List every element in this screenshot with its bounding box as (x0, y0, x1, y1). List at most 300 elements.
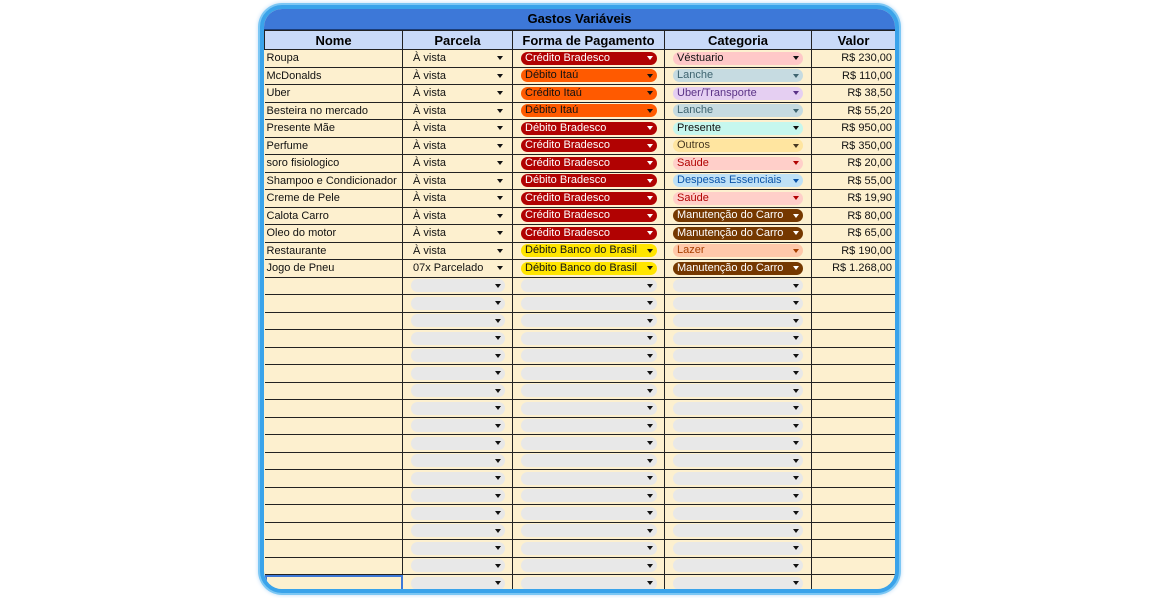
dropdown-chip[interactable] (521, 419, 657, 432)
dropdown-arrow-icon[interactable] (793, 319, 799, 323)
cell-forma-de-pagamento[interactable] (513, 120, 665, 138)
dropdown-chip[interactable] (521, 52, 657, 65)
cell-forma-de-pagamento[interactable] (513, 312, 665, 330)
dropdown-chip[interactable] (521, 192, 657, 205)
dropdown-chip[interactable] (411, 139, 505, 152)
cell-nome[interactable] (265, 295, 403, 313)
dropdown-arrow-icon[interactable] (793, 249, 799, 253)
dropdown-arrow-icon[interactable] (647, 354, 653, 358)
dropdown-chip[interactable] (673, 209, 803, 222)
cell-nome[interactable]: Shampoo e Condicionador (265, 172, 403, 190)
dropdown-chip[interactable] (411, 507, 505, 520)
cell-valor[interactable]: R$ 19,90 (812, 190, 896, 208)
dropdown-arrow-icon[interactable] (793, 529, 799, 533)
dropdown-chip[interactable] (521, 349, 657, 362)
dropdown-chip[interactable] (521, 262, 657, 275)
cell-nome[interactable]: Calota Carro (265, 207, 403, 225)
dropdown-arrow-icon[interactable] (793, 406, 799, 410)
cell-parcela[interactable] (403, 172, 513, 190)
dropdown-arrow-icon[interactable] (647, 301, 653, 305)
cell-nome[interactable] (265, 487, 403, 505)
column-header-parcela[interactable]: Parcela (403, 31, 513, 50)
dropdown-chip[interactable] (673, 384, 803, 397)
dropdown-arrow-icon[interactable] (647, 406, 653, 410)
cell-nome[interactable] (265, 312, 403, 330)
dropdown-chip[interactable] (521, 209, 657, 222)
cell-valor[interactable]: R$ 110,00 (812, 67, 896, 85)
dropdown-arrow-icon[interactable] (497, 249, 503, 253)
cell-categoria[interactable] (665, 417, 812, 435)
cell-parcela[interactable] (403, 365, 513, 383)
dropdown-chip[interactable] (673, 227, 803, 240)
cell-forma-de-pagamento[interactable] (513, 365, 665, 383)
cell-categoria[interactable] (665, 137, 812, 155)
dropdown-chip[interactable] (673, 87, 803, 100)
dropdown-arrow-icon[interactable] (647, 529, 653, 533)
cell-nome[interactable] (265, 540, 403, 558)
cell-parcela[interactable] (403, 505, 513, 523)
dropdown-chip[interactable] (673, 157, 803, 170)
cell-parcela[interactable] (403, 330, 513, 348)
cell-valor[interactable] (812, 522, 896, 540)
dropdown-arrow-icon[interactable] (495, 546, 501, 550)
cell-categoria[interactable] (665, 505, 812, 523)
cell-nome[interactable]: Presente Mãe (265, 120, 403, 138)
cell-forma-de-pagamento[interactable] (513, 575, 665, 593)
dropdown-arrow-icon[interactable] (793, 74, 799, 78)
cell-nome[interactable]: soro fisiologico (265, 155, 403, 173)
cell-categoria[interactable] (665, 260, 812, 278)
cell-valor[interactable] (812, 505, 896, 523)
dropdown-chip[interactable] (411, 52, 505, 65)
dropdown-arrow-icon[interactable] (497, 74, 503, 78)
dropdown-arrow-icon[interactable] (647, 109, 653, 113)
cell-valor[interactable] (812, 557, 896, 575)
cell-nome[interactable] (265, 330, 403, 348)
cell-categoria[interactable] (665, 50, 812, 68)
cell-nome[interactable] (265, 347, 403, 365)
dropdown-chip[interactable] (673, 472, 803, 485)
cell-parcela[interactable] (403, 575, 513, 593)
cell-nome[interactable]: Besteira no mercado (265, 102, 403, 120)
dropdown-arrow-icon[interactable] (793, 196, 799, 200)
cell-nome[interactable]: McDonalds (265, 67, 403, 85)
dropdown-chip[interactable] (521, 454, 657, 467)
cell-forma-de-pagamento[interactable] (513, 435, 665, 453)
dropdown-chip[interactable] (521, 87, 657, 100)
dropdown-chip[interactable] (521, 524, 657, 537)
dropdown-chip[interactable] (521, 314, 657, 327)
dropdown-arrow-icon[interactable] (495, 494, 501, 498)
cell-parcela[interactable] (403, 400, 513, 418)
cell-valor[interactable] (812, 382, 896, 400)
cell-parcela[interactable] (403, 452, 513, 470)
dropdown-chip[interactable] (411, 489, 505, 502)
dropdown-chip[interactable] (521, 174, 657, 187)
cell-parcela[interactable] (403, 155, 513, 173)
dropdown-arrow-icon[interactable] (647, 511, 653, 515)
cell-valor[interactable] (812, 330, 896, 348)
dropdown-arrow-icon[interactable] (793, 231, 799, 235)
cell-parcela[interactable] (403, 207, 513, 225)
cell-nome[interactable] (265, 452, 403, 470)
cell-categoria[interactable] (665, 400, 812, 418)
cell-categoria[interactable] (665, 470, 812, 488)
cell-forma-de-pagamento[interactable] (513, 540, 665, 558)
dropdown-arrow-icon[interactable] (647, 546, 653, 550)
cell-nome[interactable]: Creme de Pele (265, 190, 403, 208)
dropdown-arrow-icon[interactable] (793, 564, 799, 568)
cell-parcela[interactable] (403, 67, 513, 85)
dropdown-arrow-icon[interactable] (497, 179, 503, 183)
dropdown-arrow-icon[interactable] (793, 179, 799, 183)
dropdown-arrow-icon[interactable] (647, 441, 653, 445)
dropdown-arrow-icon[interactable] (647, 459, 653, 463)
cell-valor[interactable] (812, 417, 896, 435)
dropdown-chip[interactable] (673, 244, 803, 257)
dropdown-chip[interactable] (411, 314, 505, 327)
dropdown-chip[interactable] (521, 279, 657, 292)
cell-categoria[interactable] (665, 435, 812, 453)
dropdown-chip[interactable] (673, 69, 803, 82)
cell-parcela[interactable] (403, 242, 513, 260)
dropdown-chip[interactable] (673, 279, 803, 292)
dropdown-arrow-icon[interactable] (793, 144, 799, 148)
cell-valor[interactable] (812, 277, 896, 295)
dropdown-arrow-icon[interactable] (793, 371, 799, 375)
cell-categoria[interactable] (665, 557, 812, 575)
dropdown-chip[interactable] (521, 437, 657, 450)
cell-valor[interactable] (812, 400, 896, 418)
dropdown-chip[interactable] (411, 454, 505, 467)
dropdown-arrow-icon[interactable] (497, 91, 503, 95)
dropdown-arrow-icon[interactable] (793, 266, 799, 270)
dropdown-arrow-icon[interactable] (793, 581, 799, 585)
cell-parcela[interactable] (403, 85, 513, 103)
dropdown-arrow-icon[interactable] (647, 126, 653, 130)
dropdown-chip[interactable] (673, 314, 803, 327)
dropdown-chip[interactable] (673, 174, 803, 187)
cell-forma-de-pagamento[interactable] (513, 400, 665, 418)
dropdown-chip[interactable] (411, 559, 505, 572)
dropdown-arrow-icon[interactable] (497, 56, 503, 60)
dropdown-chip[interactable] (673, 192, 803, 205)
dropdown-chip[interactable] (411, 524, 505, 537)
cell-valor[interactable] (812, 487, 896, 505)
cell-categoria[interactable] (665, 225, 812, 243)
cell-categoria[interactable] (665, 155, 812, 173)
cell-categoria[interactable] (665, 102, 812, 120)
dropdown-chip[interactable] (411, 192, 505, 205)
cell-forma-de-pagamento[interactable] (513, 522, 665, 540)
dropdown-chip[interactable] (411, 577, 505, 590)
dropdown-chip[interactable] (411, 297, 505, 310)
dropdown-arrow-icon[interactable] (495, 529, 501, 533)
cell-valor[interactable]: R$ 80,00 (812, 207, 896, 225)
dropdown-chip[interactable] (411, 542, 505, 555)
cell-parcela[interactable] (403, 382, 513, 400)
dropdown-arrow-icon[interactable] (793, 214, 799, 218)
dropdown-arrow-icon[interactable] (497, 161, 503, 165)
dropdown-chip[interactable] (521, 559, 657, 572)
dropdown-chip[interactable] (521, 244, 657, 257)
cell-forma-de-pagamento[interactable] (513, 295, 665, 313)
dropdown-arrow-icon[interactable] (793, 424, 799, 428)
cell-forma-de-pagamento[interactable] (513, 50, 665, 68)
dropdown-arrow-icon[interactable] (495, 301, 501, 305)
dropdown-chip[interactable] (673, 402, 803, 415)
dropdown-arrow-icon[interactable] (793, 546, 799, 550)
cell-nome[interactable]: Roupa (265, 50, 403, 68)
dropdown-arrow-icon[interactable] (793, 354, 799, 358)
cell-valor[interactable] (812, 470, 896, 488)
dropdown-chip[interactable] (521, 507, 657, 520)
cell-valor[interactable]: R$ 350,00 (812, 137, 896, 155)
dropdown-arrow-icon[interactable] (497, 231, 503, 235)
dropdown-arrow-icon[interactable] (793, 91, 799, 95)
cell-categoria[interactable] (665, 172, 812, 190)
dropdown-arrow-icon[interactable] (497, 144, 503, 148)
dropdown-chip[interactable] (673, 349, 803, 362)
cell-valor[interactable]: R$ 230,00 (812, 50, 896, 68)
cell-categoria[interactable] (665, 347, 812, 365)
dropdown-arrow-icon[interactable] (647, 424, 653, 428)
dropdown-arrow-icon[interactable] (495, 564, 501, 568)
cell-categoria[interactable] (665, 207, 812, 225)
cell-forma-de-pagamento[interactable] (513, 470, 665, 488)
dropdown-chip[interactable] (521, 227, 657, 240)
cell-nome[interactable] (265, 505, 403, 523)
dropdown-chip[interactable] (521, 402, 657, 415)
cell-forma-de-pagamento[interactable] (513, 137, 665, 155)
cell-nome[interactable]: Oleo do motor (265, 225, 403, 243)
cell-parcela[interactable] (403, 225, 513, 243)
dropdown-chip[interactable] (673, 507, 803, 520)
cell-valor[interactable]: R$ 55,00 (812, 172, 896, 190)
cell-forma-de-pagamento[interactable] (513, 487, 665, 505)
cell-nome[interactable] (265, 277, 403, 295)
dropdown-arrow-icon[interactable] (647, 231, 653, 235)
cell-nome[interactable] (265, 470, 403, 488)
dropdown-arrow-icon[interactable] (647, 74, 653, 78)
selection-handle[interactable] (400, 590, 403, 593)
cell-parcela[interactable] (403, 417, 513, 435)
dropdown-arrow-icon[interactable] (495, 459, 501, 463)
cell-forma-de-pagamento[interactable] (513, 382, 665, 400)
cell-forma-de-pagamento[interactable] (513, 277, 665, 295)
cell-forma-de-pagamento[interactable] (513, 172, 665, 190)
cell-categoria[interactable] (665, 242, 812, 260)
dropdown-chip[interactable] (521, 489, 657, 502)
cell-forma-de-pagamento[interactable] (513, 155, 665, 173)
dropdown-chip[interactable] (673, 577, 803, 590)
dropdown-chip[interactable] (521, 367, 657, 380)
cell-valor[interactable] (812, 540, 896, 558)
cell-parcela[interactable] (403, 557, 513, 575)
dropdown-arrow-icon[interactable] (647, 249, 653, 253)
dropdown-arrow-icon[interactable] (495, 581, 501, 585)
dropdown-arrow-icon[interactable] (495, 476, 501, 480)
column-header-valor[interactable]: Valor (812, 31, 896, 50)
cell-parcela[interactable] (403, 295, 513, 313)
dropdown-arrow-icon[interactable] (495, 371, 501, 375)
cell-categoria[interactable] (665, 277, 812, 295)
dropdown-arrow-icon[interactable] (647, 214, 653, 218)
dropdown-arrow-icon[interactable] (497, 126, 503, 130)
cell-valor[interactable] (812, 312, 896, 330)
dropdown-chip[interactable] (673, 52, 803, 65)
column-header-nome[interactable]: Nome (265, 31, 403, 50)
dropdown-arrow-icon[interactable] (497, 196, 503, 200)
dropdown-arrow-icon[interactable] (793, 301, 799, 305)
cell-forma-de-pagamento[interactable] (513, 67, 665, 85)
dropdown-chip[interactable] (673, 122, 803, 135)
cell-categoria[interactable] (665, 487, 812, 505)
cell-categoria[interactable] (665, 120, 812, 138)
dropdown-arrow-icon[interactable] (647, 91, 653, 95)
cell-nome[interactable] (265, 435, 403, 453)
dropdown-arrow-icon[interactable] (647, 494, 653, 498)
dropdown-chip[interactable] (411, 87, 505, 100)
cell-forma-de-pagamento[interactable] (513, 225, 665, 243)
cell-valor[interactable]: R$ 38,50 (812, 85, 896, 103)
cell-categoria[interactable] (665, 522, 812, 540)
dropdown-arrow-icon[interactable] (495, 406, 501, 410)
dropdown-chip[interactable] (411, 472, 505, 485)
dropdown-chip[interactable] (521, 577, 657, 590)
dropdown-chip[interactable] (673, 559, 803, 572)
cell-nome[interactable] (265, 575, 403, 593)
dropdown-chip[interactable] (411, 349, 505, 362)
dropdown-chip[interactable] (673, 139, 803, 152)
cell-categoria[interactable] (665, 67, 812, 85)
dropdown-chip[interactable] (411, 367, 505, 380)
cell-parcela[interactable] (403, 50, 513, 68)
cell-forma-de-pagamento[interactable] (513, 505, 665, 523)
column-header-forma-de-pagamento[interactable]: Forma de Pagamento (513, 31, 665, 50)
cell-forma-de-pagamento[interactable] (513, 190, 665, 208)
dropdown-chip[interactable] (411, 419, 505, 432)
cell-valor[interactable] (812, 365, 896, 383)
dropdown-chip[interactable] (673, 542, 803, 555)
cell-parcela[interactable] (403, 487, 513, 505)
dropdown-arrow-icon[interactable] (647, 56, 653, 60)
dropdown-arrow-icon[interactable] (497, 109, 503, 113)
dropdown-arrow-icon[interactable] (495, 389, 501, 393)
dropdown-chip[interactable] (521, 384, 657, 397)
dropdown-arrow-icon[interactable] (793, 56, 799, 60)
cell-forma-de-pagamento[interactable] (513, 330, 665, 348)
dropdown-chip[interactable] (411, 227, 505, 240)
dropdown-arrow-icon[interactable] (495, 354, 501, 358)
dropdown-chip[interactable] (673, 489, 803, 502)
dropdown-chip[interactable] (521, 69, 657, 82)
cell-categoria[interactable] (665, 575, 812, 593)
dropdown-chip[interactable] (673, 454, 803, 467)
column-header-categoria[interactable]: Categoria (665, 31, 812, 50)
dropdown-chip[interactable] (411, 157, 505, 170)
cell-forma-de-pagamento[interactable] (513, 417, 665, 435)
dropdown-chip[interactable] (673, 332, 803, 345)
dropdown-chip[interactable] (673, 437, 803, 450)
dropdown-chip[interactable] (411, 279, 505, 292)
dropdown-arrow-icon[interactable] (497, 214, 503, 218)
dropdown-arrow-icon[interactable] (647, 389, 653, 393)
dropdown-arrow-icon[interactable] (793, 511, 799, 515)
cell-nome[interactable] (265, 557, 403, 575)
dropdown-arrow-icon[interactable] (647, 196, 653, 200)
cell-valor[interactable] (812, 347, 896, 365)
dropdown-chip[interactable] (521, 139, 657, 152)
cell-categoria[interactable] (665, 312, 812, 330)
cell-valor[interactable]: R$ 20,00 (812, 155, 896, 173)
dropdown-chip[interactable] (521, 472, 657, 485)
dropdown-arrow-icon[interactable] (647, 564, 653, 568)
cell-forma-de-pagamento[interactable] (513, 85, 665, 103)
cell-forma-de-pagamento[interactable] (513, 242, 665, 260)
dropdown-arrow-icon[interactable] (647, 179, 653, 183)
cell-valor[interactable] (812, 575, 896, 593)
cell-categoria[interactable] (665, 190, 812, 208)
dropdown-arrow-icon[interactable] (647, 476, 653, 480)
dropdown-chip[interactable] (411, 69, 505, 82)
cell-categoria[interactable] (665, 452, 812, 470)
dropdown-chip[interactable] (411, 402, 505, 415)
cell-nome[interactable]: Uber (265, 85, 403, 103)
dropdown-arrow-icon[interactable] (793, 109, 799, 113)
cell-valor[interactable] (812, 295, 896, 313)
cell-forma-de-pagamento[interactable] (513, 207, 665, 225)
dropdown-arrow-icon[interactable] (793, 284, 799, 288)
dropdown-arrow-icon[interactable] (647, 319, 653, 323)
cell-nome[interactable] (265, 365, 403, 383)
dropdown-chip[interactable] (673, 104, 803, 117)
cell-parcela[interactable] (403, 120, 513, 138)
dropdown-arrow-icon[interactable] (793, 441, 799, 445)
cell-parcela[interactable] (403, 102, 513, 120)
dropdown-arrow-icon[interactable] (647, 581, 653, 585)
cell-categoria[interactable] (665, 382, 812, 400)
cell-parcela[interactable] (403, 347, 513, 365)
dropdown-chip[interactable] (411, 122, 505, 135)
cell-categoria[interactable] (665, 365, 812, 383)
cell-parcela[interactable] (403, 277, 513, 295)
cell-parcela[interactable] (403, 540, 513, 558)
dropdown-arrow-icon[interactable] (495, 424, 501, 428)
dropdown-arrow-icon[interactable] (647, 336, 653, 340)
cell-nome[interactable]: Restaurante (265, 242, 403, 260)
dropdown-arrow-icon[interactable] (647, 266, 653, 270)
dropdown-chip[interactable] (411, 244, 505, 257)
dropdown-arrow-icon[interactable] (495, 441, 501, 445)
dropdown-chip[interactable] (521, 122, 657, 135)
cell-parcela[interactable] (403, 470, 513, 488)
dropdown-chip[interactable] (411, 262, 505, 275)
cell-nome[interactable]: Perfume (265, 137, 403, 155)
dropdown-arrow-icon[interactable] (495, 319, 501, 323)
dropdown-chip[interactable] (411, 209, 505, 222)
cell-nome[interactable]: Jogo de Pneu (265, 260, 403, 278)
cell-forma-de-pagamento[interactable] (513, 347, 665, 365)
dropdown-arrow-icon[interactable] (647, 144, 653, 148)
cell-nome[interactable] (265, 417, 403, 435)
cell-parcela[interactable] (403, 190, 513, 208)
cell-parcela[interactable] (403, 435, 513, 453)
dropdown-arrow-icon[interactable] (793, 494, 799, 498)
cell-nome[interactable] (265, 522, 403, 540)
dropdown-arrow-icon[interactable] (497, 266, 503, 270)
cell-valor[interactable] (812, 435, 896, 453)
